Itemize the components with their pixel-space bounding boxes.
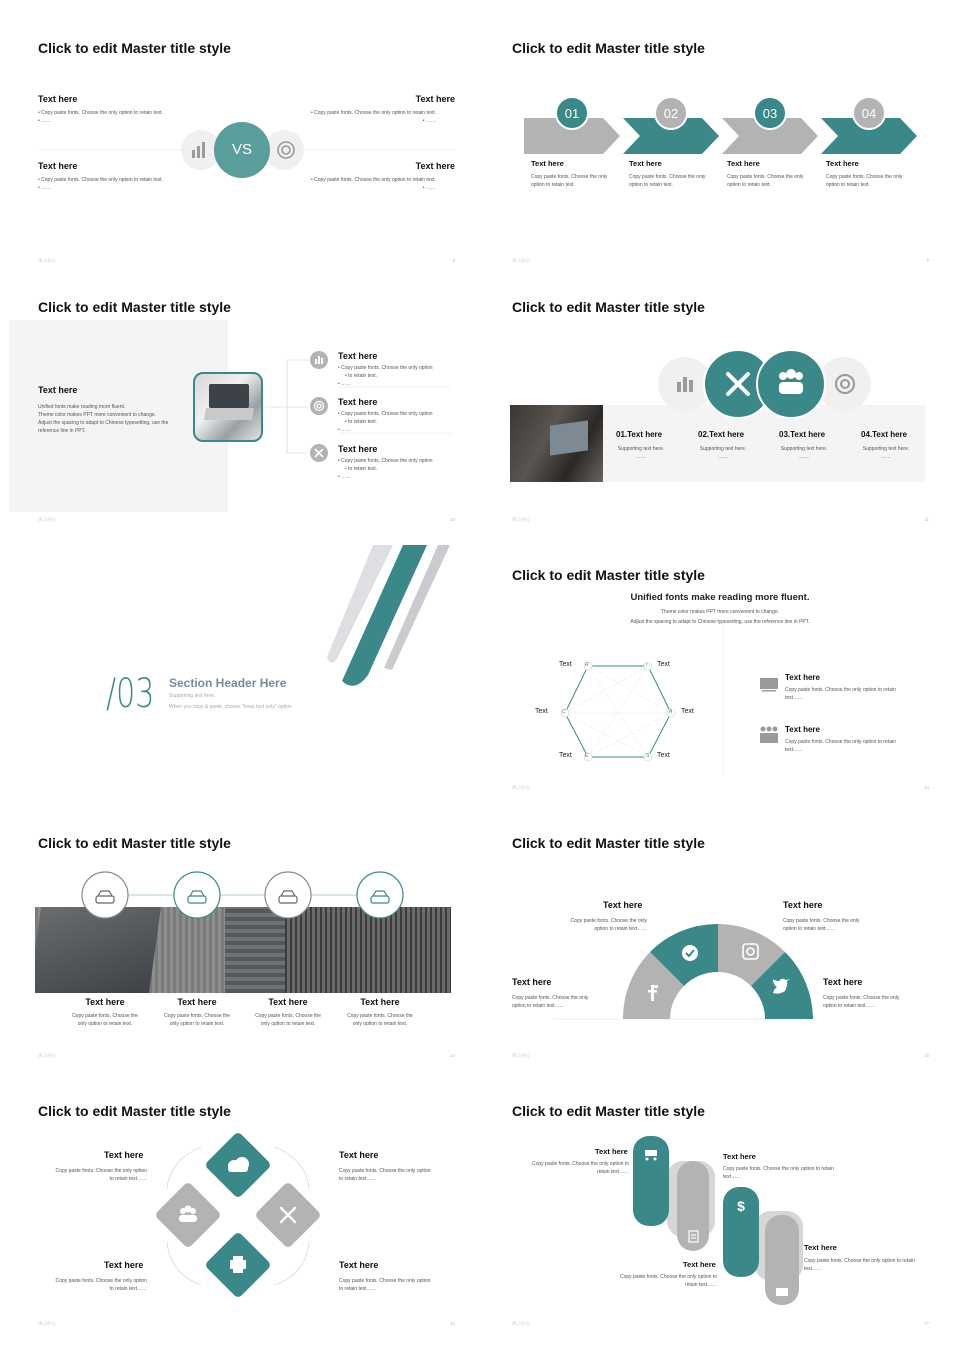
item-body [338, 410, 433, 434]
item-line: Copy paste fonts. Choose the only [783, 918, 860, 924]
step-title: Text here [727, 159, 760, 168]
node-letter: I [646, 662, 648, 668]
slide-12[interactable] [9, 545, 483, 809]
dollar-icon: $ [737, 1198, 745, 1214]
item-line: option to retain text…… [823, 1003, 876, 1009]
page-number: 13 [923, 785, 929, 790]
node-letter: R [585, 662, 589, 668]
col-title: Text here [177, 997, 217, 1007]
col-title: 03.Text here [779, 430, 826, 439]
slide-title: Click to edit Master title style [512, 299, 705, 315]
section-sub: When you copy & paste, choose "keep text only" option. [169, 704, 293, 710]
section-number: /03 [106, 671, 155, 717]
node-label: Text [657, 752, 670, 759]
ribbon-diagram [483, 1081, 957, 1345]
col-line: only option to retain text. [260, 1021, 316, 1027]
left-title: Text here [38, 385, 78, 395]
item-line: Copy paste fonts. Choose the only option to retain [804, 1258, 915, 1264]
step-desc: Copy paste fonts. Choose the only option to retain text. [727, 174, 804, 188]
subline: Theme color makes PPT more convenient to change. [660, 609, 780, 615]
node-letter: E [585, 753, 589, 759]
item-line: option to retain text…… [512, 1003, 565, 1009]
footer-logo: 风云办公 [512, 785, 530, 790]
item-body [512, 994, 612, 1010]
node-label: Text [681, 708, 694, 715]
footer-logo: 风云办公 [512, 1321, 530, 1326]
step-desc: Copy paste fonts. Choose the only option to retain text. [826, 174, 903, 188]
presentation-icon [760, 678, 778, 692]
item-line: Copy paste fonts. Choose the only [823, 995, 900, 1001]
item-title: Text here [338, 397, 378, 407]
item-line: Copy paste fonts. Choose the only option [341, 458, 433, 464]
slide-title: Click to edit Master title style [512, 1103, 705, 1119]
right-line: text…… [785, 747, 804, 753]
bullet-text: Copy paste fonts. Choose the only option to retain text. [41, 177, 163, 183]
slide-11[interactable] [483, 277, 957, 541]
right-line: text…… [785, 695, 804, 701]
semicircle-diagram [483, 813, 957, 1077]
bullet-text: …… [425, 185, 436, 191]
page-number: 10 [449, 517, 455, 522]
item-title: Text here [512, 977, 552, 987]
right-title: Text here [785, 725, 820, 734]
item-line: to retain text…… [339, 1176, 377, 1182]
icon-circles [483, 277, 957, 541]
col-body [157, 1012, 237, 1028]
item-line: to retain text…… [109, 1286, 147, 1292]
item-title: Text here [823, 977, 863, 987]
node-label: Text [657, 661, 670, 668]
team-icon [760, 727, 778, 744]
step-title: Text here [629, 159, 662, 168]
item-line: option to retain text…… [783, 926, 836, 932]
page-number: 11 [924, 517, 929, 522]
slide-8[interactable] [9, 9, 483, 273]
item-body [723, 1165, 853, 1181]
text-block-title: Text here [38, 94, 78, 104]
check-icon [682, 945, 698, 961]
bullet-text: Copy paste fonts. Choose the only option to retain text. [314, 110, 436, 116]
col-title: Text here [360, 997, 400, 1007]
footer-logo: 风云办公 [38, 1053, 56, 1058]
col-line: Copy paste fonts. Choose the [347, 1013, 413, 1019]
car-circle-4 [357, 872, 403, 918]
col-sub-text: Supporting text here. [780, 446, 828, 452]
col-ellipsis: …… [799, 454, 809, 460]
item-line: Copy paste fonts. Choose the only option [341, 411, 433, 417]
page-number: 8 [452, 258, 455, 263]
section-header: Section Header Here [169, 676, 287, 690]
right-title: Text here [785, 673, 820, 682]
vs-label: VS [231, 141, 252, 158]
node-letter: S [646, 753, 650, 759]
item-body [29, 1277, 147, 1293]
item-line: Copy paste fonts. Choose the only option to [619, 1274, 717, 1280]
col-title: Text here [268, 997, 308, 1007]
item-line: Copy paste fonts. Choose the only option [339, 1278, 431, 1284]
right-body [785, 686, 896, 702]
footer-logo: 风云办公 [38, 1321, 56, 1326]
item-ellipsis: …… [341, 427, 352, 433]
footer-logo: 风云办公 [512, 258, 530, 263]
hexagon-diagram [483, 545, 957, 809]
car-circle-2 [174, 872, 220, 918]
footer-logo: 风云办公 [512, 517, 530, 522]
item-line: Copy paste fonts. Choose the only option [339, 1168, 431, 1174]
col-line: Copy paste fonts. Choose the [72, 1013, 138, 1019]
headline: Unified fonts make reading more fluent. [630, 592, 810, 603]
node-label: Text [559, 752, 572, 759]
item-title: Text here [339, 1150, 379, 1160]
item-title: Text here [804, 1243, 837, 1252]
item-ellipsis: …… [341, 474, 352, 480]
right-body [785, 738, 896, 754]
col-title: 04.Text here [861, 430, 908, 439]
step-number: 02 [663, 106, 679, 121]
item-line: to retain text. [348, 419, 378, 425]
car-circle-1 [82, 872, 128, 918]
item-line: to retain text…… [339, 1286, 377, 1292]
left-line: Theme color makes PPT more convenient to change. [38, 412, 157, 418]
text-block-title: Text here [38, 161, 78, 171]
item-body [783, 917, 883, 933]
left-line: Unified fonts make reading more fluent. [38, 404, 126, 410]
item-body [339, 1277, 457, 1293]
col-line: only option to retain text. [352, 1021, 408, 1027]
col-line: Copy paste fonts. Choose the [255, 1013, 321, 1019]
item-title: Text here [104, 1150, 144, 1160]
step-number: 01 [564, 106, 580, 121]
item-line: Copy paste fonts. Choose the only [570, 918, 647, 924]
slide-14[interactable] [9, 813, 483, 1077]
slide-title: Click to edit Master title style [512, 40, 705, 56]
slide-15[interactable] [483, 813, 957, 1077]
footer-logo: 风云办公 [512, 1053, 530, 1058]
diamond-diagram [9, 1081, 483, 1345]
item-body [338, 457, 433, 481]
slide-9[interactable] [483, 9, 957, 273]
col-sub [698, 445, 748, 461]
item-title: Text here [338, 444, 378, 454]
item-body [339, 1167, 457, 1183]
item-line: Copy paste fonts. Choose the only option to [531, 1161, 629, 1167]
col-title: 01.Text here [616, 430, 663, 439]
bullet-text: Copy paste fonts. Choose the only option to retain text. [41, 110, 163, 116]
item-line: text…… [804, 1266, 823, 1272]
col-title: Text here [85, 997, 125, 1007]
col-line: only option to retain text. [169, 1021, 225, 1027]
item-line: retain text…… [597, 1169, 629, 1175]
slide-title: Click to edit Master title style [38, 40, 231, 56]
col-sub-text: Supporting text here. [862, 446, 910, 452]
page-number: 17 [923, 1321, 929, 1326]
col-sub-text: Supporting text here. [617, 446, 665, 452]
item-ellipsis: …… [341, 381, 352, 387]
item-title: Text here [339, 1260, 379, 1270]
slide-title: Click to edit Master title style [512, 567, 705, 583]
footer-logo: 风云办公 [38, 517, 56, 522]
col-sub-text: Supporting text here. [699, 446, 747, 452]
bullet-text: Copy paste fonts. Choose the only option to retain text. [314, 177, 436, 183]
slide-title: Click to edit Master title style [38, 299, 231, 315]
item-line: to retain text. [348, 466, 378, 472]
arrow-process [483, 9, 957, 273]
node-label: Text [559, 661, 572, 668]
right-line: Copy paste fonts. Choose the only option to retain [785, 739, 896, 745]
item-line: to retain text…… [109, 1176, 147, 1182]
col-ellipsis: …… [718, 454, 728, 460]
item-title: Text here [595, 1147, 628, 1156]
col-line: only option to retain text. [77, 1021, 133, 1027]
text-block-title: Text here [415, 161, 455, 171]
left-line: Adjust the spacing to adapt to Chinese typesetting, use the [38, 420, 169, 426]
ribbon-teal-1 [633, 1136, 669, 1226]
col-title: 02.Text here [698, 430, 745, 439]
item-title: Text here [338, 351, 378, 361]
slide-10[interactable] [9, 277, 483, 541]
bullet-text: …… [41, 185, 52, 191]
col-line: Copy paste fonts. Choose the [164, 1013, 230, 1019]
slide-title: Click to edit Master title style [38, 1103, 231, 1119]
mail-icon [776, 1288, 788, 1296]
left-line: reference line in PPT. [38, 428, 86, 434]
car-timeline [9, 813, 483, 1077]
item-line: Copy paste fonts. Choose the only option [55, 1278, 147, 1284]
step-number: 04 [861, 106, 877, 121]
section-sub: Supporting text here. [169, 693, 216, 699]
item-body [557, 917, 647, 933]
item-title: Text here [723, 1152, 756, 1161]
col-sub [779, 445, 829, 461]
page-number: 14 [449, 1053, 455, 1058]
connector-lines [9, 277, 483, 541]
slide-16[interactable] [9, 1081, 483, 1345]
item-line: Copy paste fonts. Choose the only option [55, 1168, 147, 1174]
item-line: Copy paste fonts. Choose the only option to retain [723, 1166, 834, 1172]
item-body [29, 1167, 147, 1183]
step-desc: Copy paste fonts. Choose the only option to retain text. [531, 174, 608, 188]
page-number: 9 [926, 258, 929, 263]
item-line: retain text…… [685, 1282, 717, 1288]
item-line: option to retain text…… [594, 926, 647, 932]
slide-13[interactable] [483, 545, 957, 809]
step-title: Text here [531, 159, 564, 168]
item-body [601, 1273, 717, 1289]
item-title: Text here [104, 1260, 144, 1270]
node-label: Text [535, 708, 548, 715]
item-line: text…… [723, 1174, 742, 1180]
item-line: Copy paste fonts. Choose the only option [341, 365, 433, 371]
right-line: Copy paste fonts. Choose the only option to retain [785, 687, 896, 693]
target-icon [310, 397, 328, 415]
step-number: 03 [762, 106, 778, 121]
item-body [513, 1160, 629, 1176]
page-number: 15 [923, 1053, 929, 1058]
col-ellipsis: …… [636, 454, 646, 460]
footer-logo: 风云办公 [38, 258, 56, 263]
item-title: Text here [603, 900, 643, 910]
slide-title: Click to edit Master title style [38, 835, 231, 851]
text-block-title: Text here [415, 94, 455, 104]
item-body [804, 1257, 934, 1273]
col-body [248, 1012, 328, 1028]
car-circle-3 [265, 872, 311, 918]
node-letter: C [562, 709, 566, 715]
col-sub [616, 445, 666, 461]
step-title: Text here [826, 159, 859, 168]
col-body [340, 1012, 420, 1028]
slide-title: Click to edit Master title style [512, 835, 705, 851]
col-sub [861, 445, 911, 461]
node-letter: A [669, 709, 673, 715]
page-number: 16 [449, 1321, 455, 1326]
item-line: Copy paste fonts. Choose the only [512, 995, 589, 1001]
subline: Adjust the spacing to adapt to Chinese typesetting, use the reference line in PPT. [630, 619, 810, 625]
item-title: Text here [783, 900, 823, 910]
item-body [823, 994, 923, 1010]
col-ellipsis: …… [881, 454, 891, 460]
item-title: Text here [683, 1260, 716, 1269]
col-body [65, 1012, 145, 1028]
bullet-text: …… [41, 118, 52, 124]
bullet-text: …… [425, 118, 436, 124]
item-line: to retain text. [348, 373, 378, 379]
slide-17[interactable] [483, 1081, 957, 1345]
step-desc: Copy paste fonts. Choose the only option to retain text. [629, 174, 706, 188]
item-body [338, 364, 433, 388]
